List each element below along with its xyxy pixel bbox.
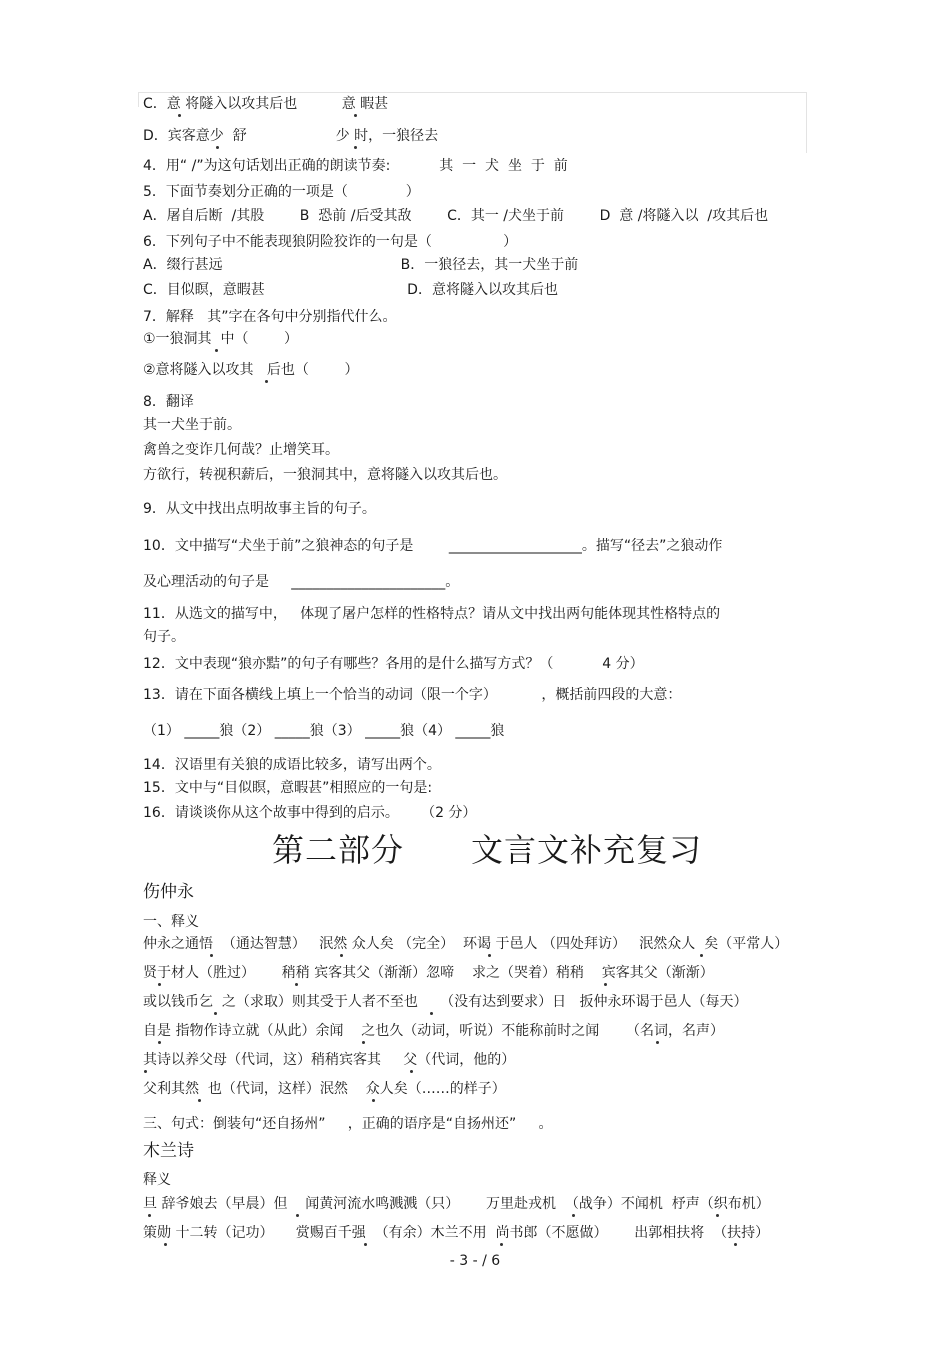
subheading: 伤仲永 — [143, 882, 194, 902]
text-line: 其一犬坐于前。 — [143, 417, 241, 433]
emphasis-dot — [198, 1099, 201, 1102]
text-line: 句子。 — [143, 629, 185, 645]
emphasis-dot — [716, 1214, 719, 1217]
text-line: 15．文中与“目似瞑，意暇甚”相照应的一句是: — [143, 780, 433, 796]
emphasis-dot — [372, 1099, 375, 1102]
text-line: 及心理活动的句子是 ______________________。 — [143, 574, 460, 590]
emphasis-dot — [295, 983, 298, 986]
text-line: A．屠自后断 /其股 B 恐前 /后受其敌 C．其一 /犬坐于前 D 意 /将隧入以 /攻其后也 — [143, 208, 769, 224]
text-line: 5．下面节奏划分正确的一项是（ ） — [143, 184, 420, 200]
text-line: D．宾客意少 舒 少 时，一狼径去 — [143, 128, 439, 144]
text-line: 禽兽之变诈几何哉？止增笑耳。 — [143, 442, 339, 458]
text-line: 8．翻译 — [143, 394, 194, 410]
text-line: 11．从选文的描写中， 体现了屠户怎样的性格特点？请从文中找出两句能体现其性格特点的 — [143, 606, 721, 622]
emphasis-dot — [572, 1214, 575, 1217]
text-line: 9．从文中找出点明故事主旨的句子。 — [143, 501, 376, 517]
emphasis-dot — [410, 1070, 413, 1073]
emphasis-dot — [340, 954, 343, 957]
section-title: 第二部分 文言文补充复习 — [272, 831, 703, 869]
text-line: 贤于材人（胜过） 稍稍 宾客其父（渐渐）忽啼 求之（哭着）稍稍 宾客其父（渐渐） — [143, 965, 714, 981]
text-line: 释义 — [143, 1172, 171, 1188]
emphasis-dot — [700, 954, 703, 957]
text-line: C．目似瞑，意暇甚 D．意将隧入以攻其后也 — [143, 282, 558, 298]
text-line: 策勋 十二转（记功） 赏赐百千强 （有余）木兰不用 尚书郎（不愿做） 出郭相扶将 （扶持） — [143, 1225, 770, 1241]
text-line: ①一狼洞其 中（ ） — [143, 331, 299, 347]
emphasis-dot — [210, 954, 213, 957]
emphasis-dot — [158, 1041, 161, 1044]
text-line: 三、句式：倒装句“还自扬州” ，正确的语序是“自扬州还” 。 — [143, 1116, 553, 1132]
text-line: 12．文中表现“狼亦黠”的句子有哪些？各用的是什么描写方式？（ 4 分） — [143, 656, 644, 672]
text-line: （1） _____狼（2） _____狼（3） _____狼（4） _____狼 — [143, 723, 505, 739]
page-number: - 3 - / 6 — [449, 1253, 501, 1269]
text-line: 仲永之通悟 （通达智慧） 泯然 众人矣 （完全） 环谒 于邑人 （四处拜访） 泯然众人 矣（平常人） — [143, 936, 789, 952]
emphasis-dot — [354, 114, 357, 117]
emphasis-dot — [604, 983, 607, 986]
emphasis-dot — [430, 1012, 433, 1015]
emphasis-dot — [734, 1243, 737, 1246]
emphasis-dot — [488, 954, 491, 957]
text-line: 13．请在下面各横线上填上一个恰当的动词（限一个字） ，概括前四段的大意： — [143, 687, 682, 703]
text-line: 10．文中描写“犬坐于前”之狼神态的句子是 ___________________。描写“径去”之狼动作 — [143, 538, 723, 554]
emphasis-dot — [296, 1214, 299, 1217]
text-line: 14．汉语里有关狼的成语比较多，请写出两个。 — [143, 757, 441, 773]
text-line: 父利其然 也（代词，这样）泯然 众人矣（……的样子） — [143, 1081, 506, 1097]
emphasis-dot — [148, 1214, 151, 1217]
text-line: 6．下列句子中不能表现狼阴险狡诈的一句是（ ） — [143, 234, 518, 250]
emphasis-dot — [656, 1041, 659, 1044]
emphasis-dot — [265, 380, 268, 383]
emphasis-dot — [214, 1012, 217, 1015]
text-line: 4．用“ /”为这句话划出正确的朗读节奏: 其 一 犬 坐 于 前 — [143, 158, 568, 174]
text-line: 方欲行，转视积薪后，一狼洞其中，意将隧入以攻其后也。 — [143, 467, 507, 483]
emphasis-dot — [158, 983, 161, 986]
emphasis-dot — [215, 349, 218, 352]
text-line: 16．请谈谈你从这个故事中得到的启示。 （2 分） — [143, 805, 477, 821]
emphasis-dot — [354, 146, 357, 149]
text-line: 自是 指物作诗立就（从此）余闻 之也久（动词，听说）不能称前时之闻 （名词，名声） — [143, 1023, 724, 1039]
text-line: 一、释义 — [143, 914, 199, 930]
emphasis-dot — [500, 1243, 503, 1246]
emphasis-dot — [144, 1070, 147, 1073]
text-line: 其诗以养父母（代词，这）稍稍宾客其 父（代词，他的） — [143, 1052, 516, 1068]
emphasis-dot — [362, 1041, 365, 1044]
emphasis-dot — [216, 146, 219, 149]
subheading: 木兰诗 — [143, 1141, 194, 1161]
text-line: 旦 辞爷娘去（早晨）但 闻黄河流水鸣溅溅（只） 万里赴戎机 （战争）不闻机 杼声（织布机） — [143, 1196, 770, 1212]
emphasis-dot — [164, 1243, 167, 1246]
emphasis-dot — [178, 114, 181, 117]
emphasis-dot — [364, 1243, 367, 1246]
text-line: A．缀行甚远 B．一狼径去，其一犬坐于前 — [143, 257, 579, 273]
text-line: ②意将隧入以攻其 后也（ ） — [143, 362, 359, 378]
text-line: C．意 将隧入以攻其后也 意 暇甚 — [143, 96, 389, 112]
text-line: 或以钱币乞 之（求取）则其受于人者不至也 （没有达到要求）日 扳仲永环谒于邑人（每天） — [143, 994, 748, 1010]
text-line: 7．解释 其”字在各句中分别指代什么。 — [143, 309, 397, 325]
